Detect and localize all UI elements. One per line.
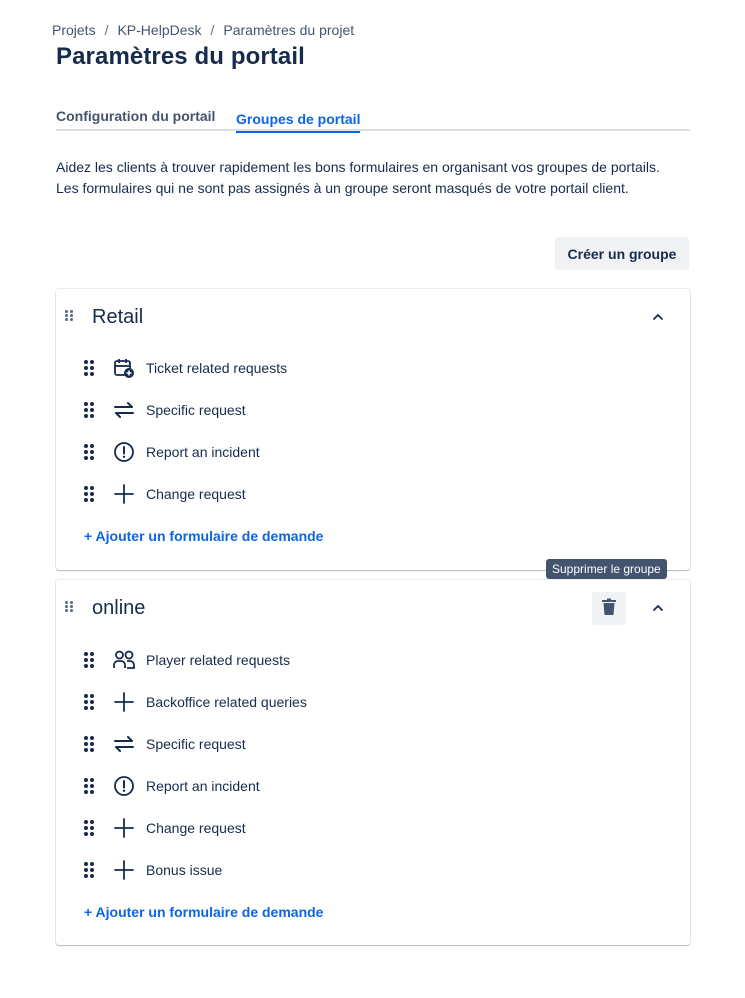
list-item[interactable] <box>84 814 664 842</box>
list-item[interactable] <box>84 396 664 424</box>
list-item[interactable] <box>84 772 664 800</box>
drag-handle-icon[interactable] <box>84 694 94 710</box>
breadcrumb-separator: / <box>104 22 109 38</box>
create-group-button[interactable]: Créer un groupe <box>555 237 689 270</box>
page-title: Paramètres du portail <box>56 43 305 70</box>
delete-group-button[interactable] <box>592 592 626 625</box>
delete-group-tooltip: Supprimer le groupe <box>546 559 667 579</box>
tab-portal-configuration[interactable]: Configuration du portail <box>56 108 216 124</box>
tab-portal-groups[interactable]: Groupes de portail <box>236 109 360 133</box>
portal-group-retail <box>56 289 690 570</box>
plus-icon <box>112 858 136 882</box>
plus-icon <box>112 482 136 506</box>
form-label: Report an incident <box>146 444 260 460</box>
group-drag-handle[interactable] <box>65 310 73 322</box>
form-label: Specific request <box>146 736 246 752</box>
form-label: Ticket related requests <box>146 360 288 376</box>
drag-handle-icon[interactable] <box>84 444 94 460</box>
portal-group-online <box>56 580 690 945</box>
form-label: Report an incident <box>146 778 260 794</box>
list-item[interactable] <box>84 688 664 716</box>
group-title[interactable]: online <box>92 597 146 619</box>
form-label: Bonus issue <box>146 862 223 878</box>
list-item[interactable] <box>84 730 664 758</box>
drag-handle-icon[interactable] <box>84 360 94 376</box>
alert-circle-icon <box>112 774 136 798</box>
people-icon <box>112 648 136 672</box>
breadcrumb-separator: / <box>210 22 215 38</box>
breadcrumb-project-settings[interactable]: Paramètres du projet <box>223 22 355 38</box>
form-label: Change request <box>146 486 246 502</box>
page-description: Aidez les clients à trouver rapidement les bons formulaires en organisant vos groupes de portails. Les formulaires qui ne sont pas assignés à un groupe seront masqués de votre portail client. <box>56 159 660 196</box>
swap-arrows-icon <box>112 732 136 756</box>
drag-handle-icon[interactable] <box>84 486 94 502</box>
drag-handle-icon[interactable] <box>84 402 94 418</box>
list-item[interactable] <box>84 438 664 466</box>
chevron-up-icon[interactable] <box>650 309 666 325</box>
list-item[interactable] <box>84 646 664 674</box>
tab-bar <box>56 104 690 131</box>
plus-icon <box>112 816 136 840</box>
alert-circle-icon <box>112 440 136 464</box>
drag-handle-icon[interactable] <box>84 778 94 794</box>
form-label: Player related requests <box>146 652 290 668</box>
drag-handle-icon[interactable] <box>84 652 94 668</box>
drag-handle-icon[interactable] <box>84 862 94 878</box>
trash-icon <box>601 598 617 619</box>
plus-icon <box>112 690 136 714</box>
list-item[interactable] <box>84 354 664 382</box>
group-title[interactable]: Retail <box>92 306 144 328</box>
breadcrumb <box>52 22 354 38</box>
drag-handle-icon[interactable] <box>84 736 94 752</box>
breadcrumb-project[interactable]: KP-HelpDesk <box>117 22 202 38</box>
drag-handle-icon[interactable] <box>84 820 94 836</box>
swap-arrows-icon <box>112 398 136 422</box>
form-label: Specific request <box>146 402 246 418</box>
add-request-form-link[interactable]: + Ajouter un formulaire de demande <box>84 904 324 920</box>
add-request-form-link[interactable]: + Ajouter un formulaire de demande <box>84 528 324 544</box>
list-item[interactable] <box>84 856 664 884</box>
chevron-up-icon[interactable] <box>650 600 666 616</box>
calendar-add-icon <box>112 356 136 380</box>
list-item[interactable] <box>84 480 664 508</box>
breadcrumb-projects[interactable]: Projets <box>52 22 96 38</box>
form-label: Change request <box>146 820 246 836</box>
group-drag-handle[interactable] <box>65 601 73 613</box>
form-label: Backoffice related queries <box>146 694 307 710</box>
